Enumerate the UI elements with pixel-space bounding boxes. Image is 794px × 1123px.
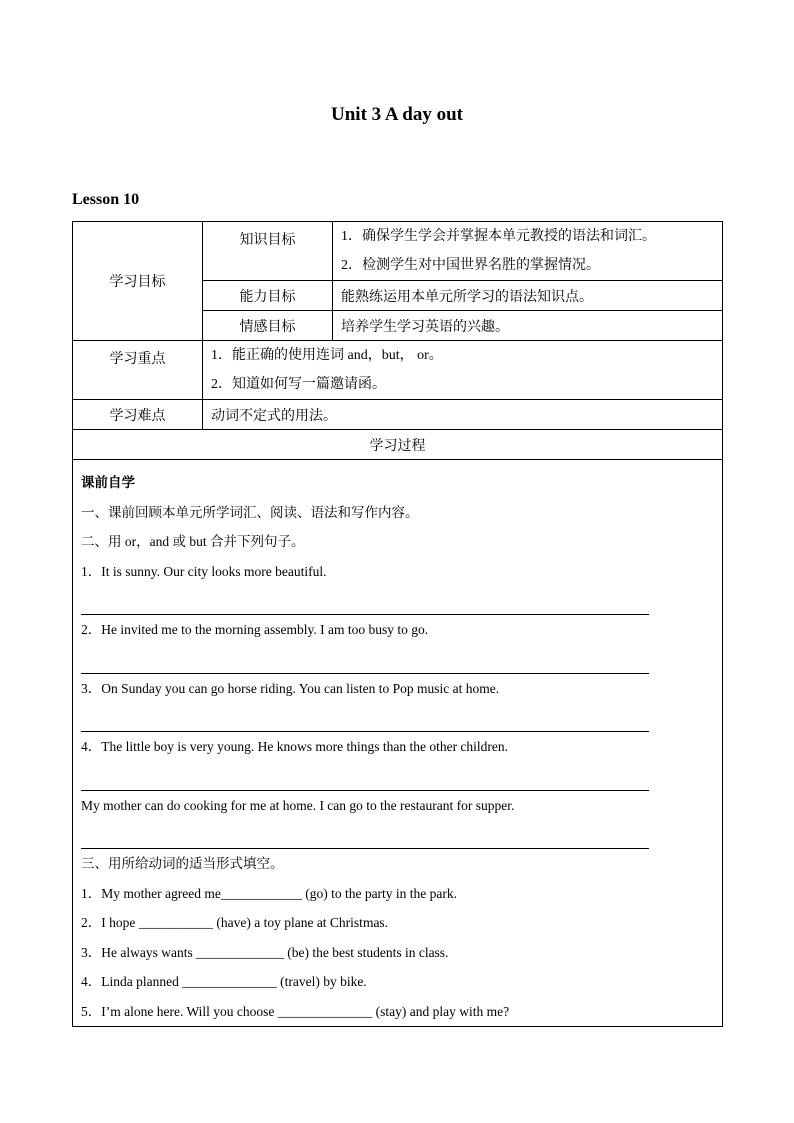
answer-line[interactable] [81, 645, 649, 674]
ability-goal-label: 能力目标 [203, 281, 333, 311]
combine-question: My mother can do cooking for me at home. I can go to the restaurant for supper. [81, 797, 515, 813]
objectives-label: 学习目标 [73, 222, 203, 341]
section-review: 一、课前回顾本单元所学词汇、阅读、语法和写作内容。 [81, 504, 419, 520]
fill-question: 1．My mother agreed me____________ (go) to the party in the park. [81, 885, 458, 901]
answer-line[interactable] [81, 703, 649, 732]
combine-question: 1．It is sunny. Our city looks more beautiful. [81, 563, 327, 579]
section-fill-title: 三、用所给动词的适当形式填空。 [81, 856, 284, 871]
fill-question: 4．Linda planned ______________ (travel) by bike. [81, 974, 367, 989]
knowledge-goal-item: 1．确保学生学会并掌握本单元教授的语法和词汇。 [341, 229, 656, 244]
answer-line[interactable] [81, 586, 649, 615]
difficulties-row [73, 400, 723, 430]
combine-question: 3．On Sunday you can go horse riding. You can listen to Pop music at home. [81, 680, 500, 696]
knowledge-goal-item: 2．检测学生对中国世界名胜的掌握情况。 [341, 258, 600, 273]
process-header: 学习过程 [73, 430, 723, 460]
process-header-row [73, 430, 723, 460]
knowledge-goal-cell [333, 222, 723, 281]
pre-study-title: 课前自学 [81, 475, 135, 490]
lesson-heading: Lesson 10 [72, 191, 140, 208]
key-point-item: 1．能正确的使用连词 and，but， or。 [211, 348, 443, 363]
difficulties-text: 动词不定式的用法。 [203, 400, 723, 430]
objectives-row [73, 222, 723, 281]
key-points-row [73, 341, 723, 400]
answer-line[interactable] [81, 820, 649, 849]
fill-question: 5．I’m alone here. Will you choose ______________ (stay) and play with me? [81, 1003, 510, 1019]
page-title: Unit 3 A day out [331, 104, 463, 125]
answer-line[interactable] [81, 762, 649, 791]
lesson-plan-table [72, 221, 723, 1027]
key-points-label: 学习重点 [73, 341, 203, 400]
emotion-goal-label: 情感目标 [203, 311, 333, 341]
fill-question: 3．He always wants _____________ (be) the best students in class. [81, 944, 449, 960]
process-content-row [73, 460, 723, 1027]
knowledge-goal-label: 知识目标 [203, 222, 333, 281]
key-point-item: 2．知道如何写一篇邀请函。 [211, 377, 386, 392]
combine-question: 4．The little boy is very young. He knows more things than the other children. [81, 739, 509, 754]
fill-question: 2．I hope ___________ (have) a toy plane at Christmas. [81, 915, 389, 930]
ability-goal-text: 能熟练运用本单元所学习的语法知识点。 [333, 281, 723, 311]
section-combine-title: 二、用 or，and 或 but 合并下列句子。 [81, 534, 305, 549]
key-points-cell [203, 341, 723, 400]
process-content [73, 460, 723, 1027]
emotion-goal-text: 培养学生学习英语的兴趣。 [333, 311, 723, 341]
combine-question: 2．He invited me to the morning assembly. I am too busy to go. [81, 622, 429, 637]
difficulties-label: 学习难点 [73, 400, 203, 430]
